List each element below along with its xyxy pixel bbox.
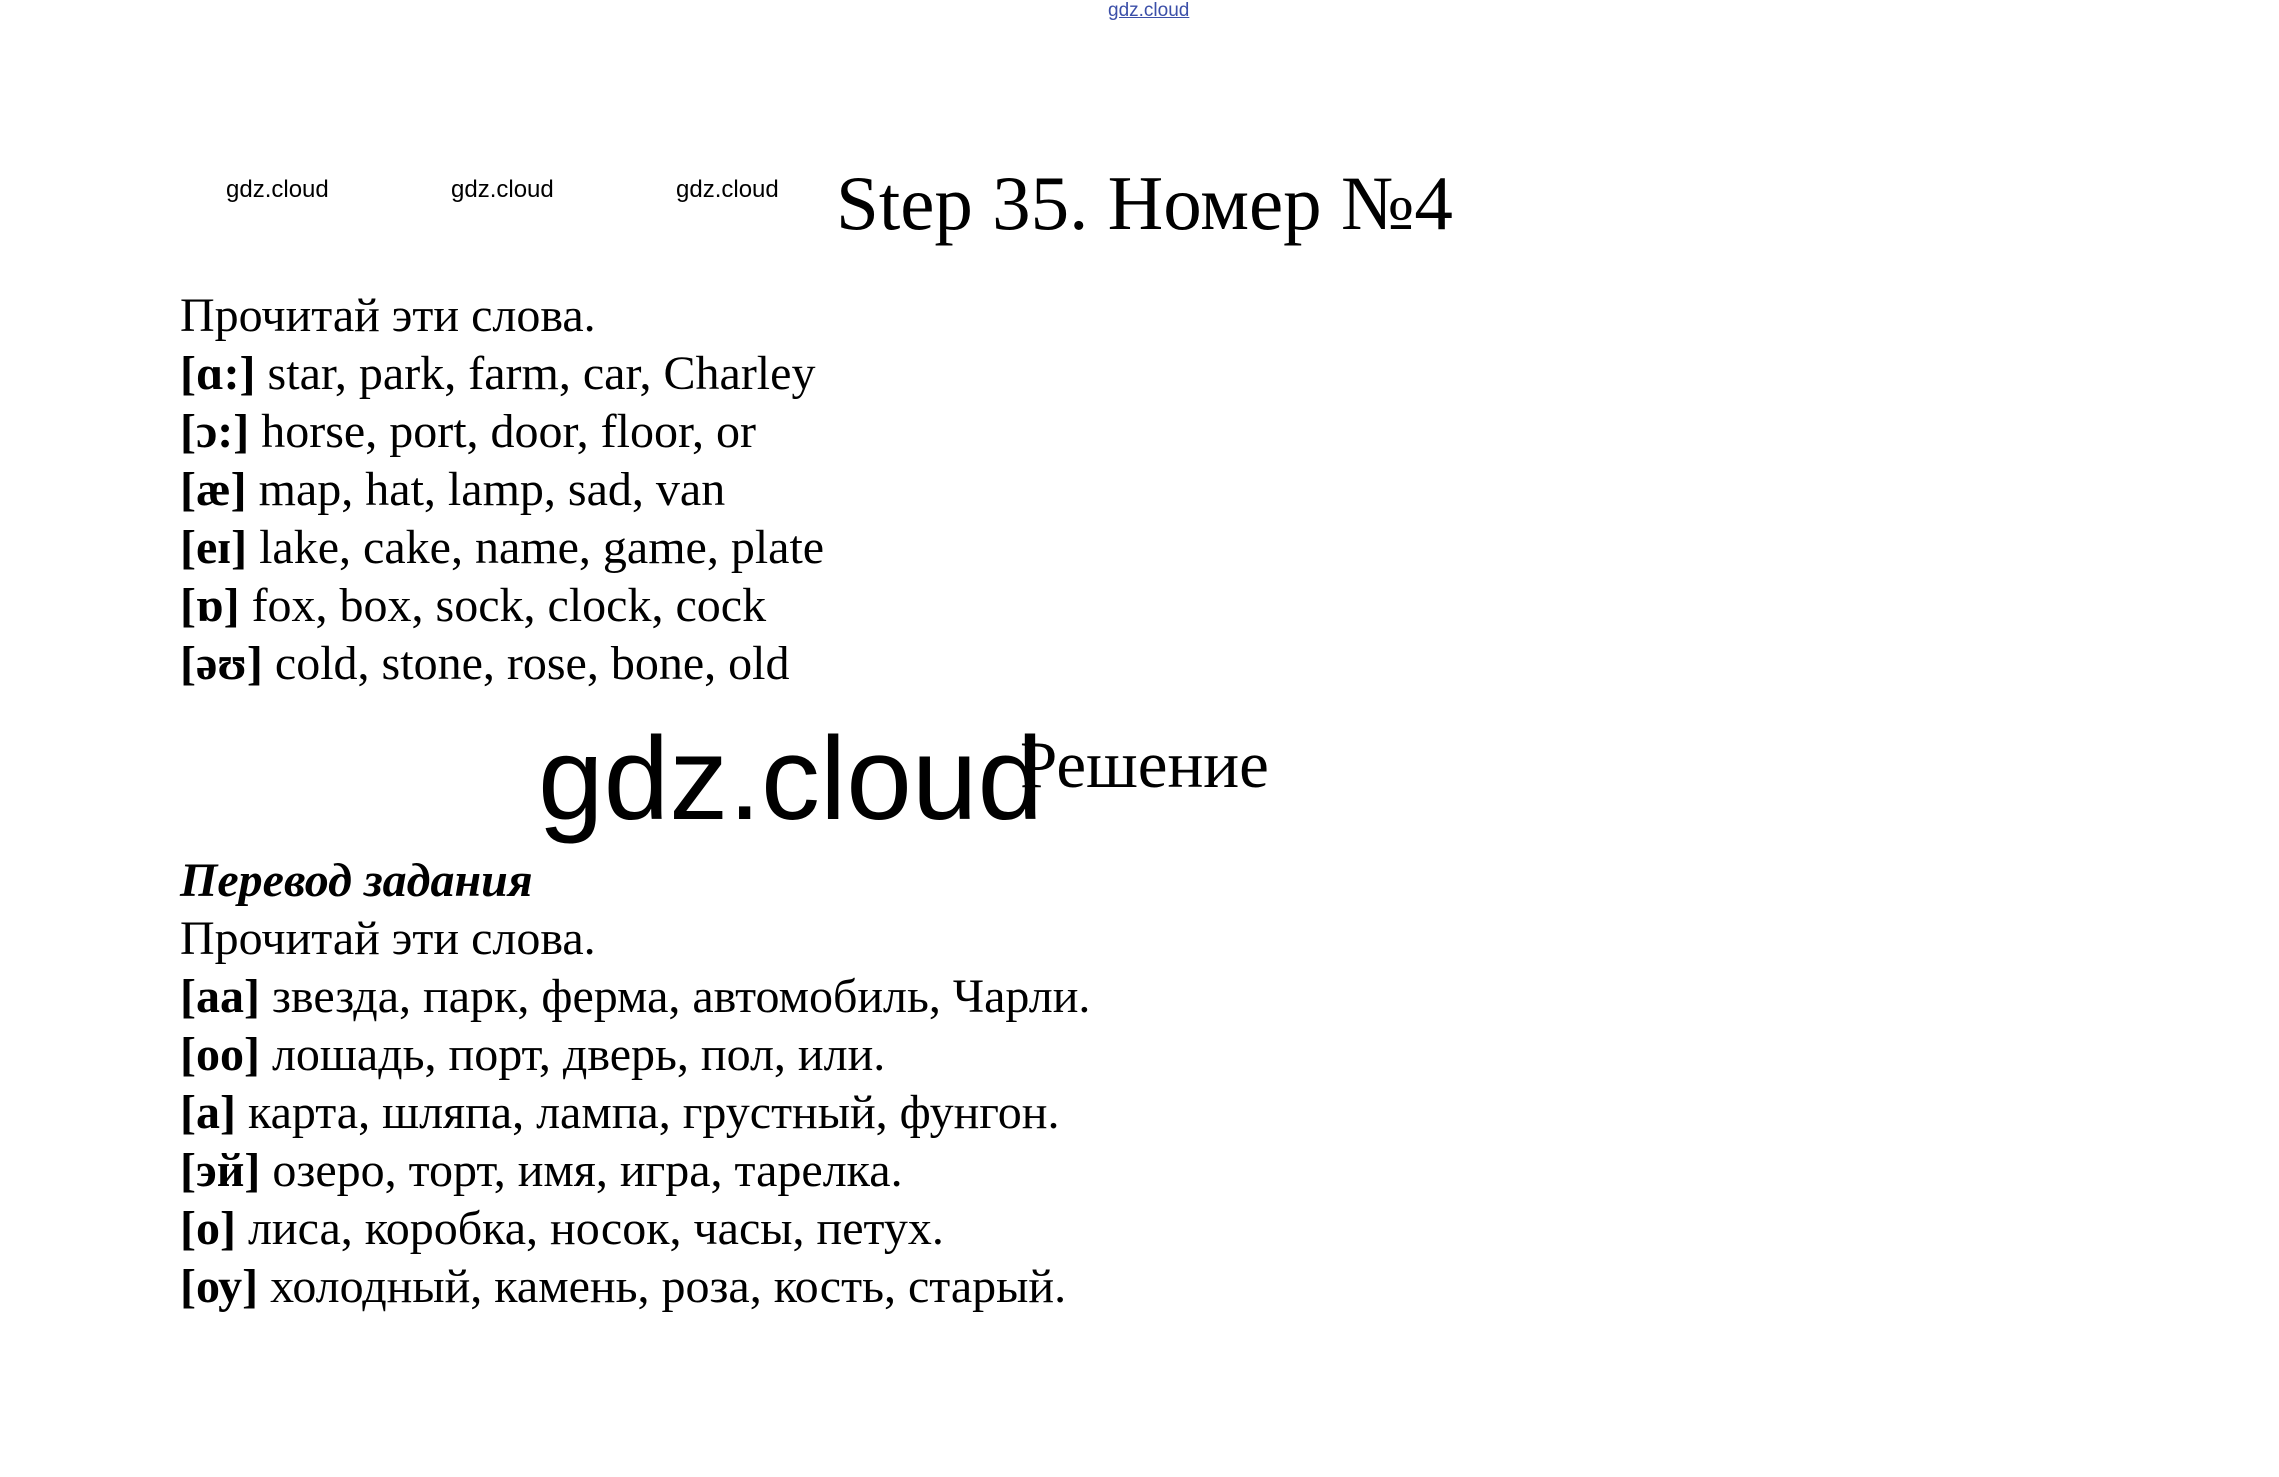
word-list: лошадь, порт, дверь, пол, или. xyxy=(259,1028,886,1081)
translation-line xyxy=(180,968,1090,1026)
task-block xyxy=(180,287,824,693)
sound-symbol: [ɒ] xyxy=(180,579,240,632)
task-line xyxy=(180,635,824,693)
word-list: map, hat, lamp, sad, van xyxy=(246,463,726,516)
translation-heading: Перевод задания xyxy=(180,854,533,907)
task-line xyxy=(180,519,824,577)
sound-symbol: [а] xyxy=(180,1086,236,1139)
big-watermark: gdz.cloud xyxy=(538,713,1044,845)
word-list: звезда, парк, ферма, автомобиль, Чарли. xyxy=(259,970,1091,1023)
translation-instruction: Прочитай эти слова. xyxy=(180,912,596,965)
sound-symbol: [æ] xyxy=(180,463,247,516)
sound-symbol: [əʊ] xyxy=(180,637,263,690)
task-line xyxy=(180,345,824,403)
word-list: star, park, farm, car, Charley xyxy=(255,347,816,400)
word-list: озеро, торт, имя, игра, тарелка. xyxy=(260,1144,903,1197)
sound-symbol: [eɪ] xyxy=(180,521,248,574)
sound-symbol: [аа] xyxy=(180,970,260,1023)
task-line xyxy=(180,403,824,461)
task-instruction: Прочитай эти слова. xyxy=(180,289,596,342)
watermark-1: gdz.cloud xyxy=(226,176,329,203)
word-list: лиса, коробка, носок, часы, петух. xyxy=(235,1202,944,1255)
word-list: cold, stone, rose, bone, old xyxy=(262,637,790,690)
word-list: horse, port, door, floor, or xyxy=(249,405,756,458)
translation-line xyxy=(180,1142,1090,1200)
word-list: холодный, камень, роза, кость, старый. xyxy=(258,1260,1067,1313)
sound-symbol: [эй] xyxy=(180,1144,261,1197)
sound-symbol: [о] xyxy=(180,1202,236,1255)
word-list: fox, box, sock, clock, cock xyxy=(239,579,767,632)
translation-line xyxy=(180,1200,1090,1258)
translation-line xyxy=(180,1026,1090,1084)
watermark-2: gdz.cloud xyxy=(451,176,554,203)
translation-line xyxy=(180,1084,1090,1142)
solution-label: Решение xyxy=(1020,728,1269,802)
translation-block xyxy=(180,852,1090,1316)
sound-symbol: [оу] xyxy=(180,1260,259,1313)
task-line xyxy=(180,461,824,519)
watermark-3: gdz.cloud xyxy=(676,176,779,203)
header-link[interactable]: gdz.cloud xyxy=(1108,0,1190,21)
task-line xyxy=(180,577,824,635)
sound-symbol: [оо] xyxy=(180,1028,260,1081)
translation-line xyxy=(180,1258,1090,1316)
word-list: lake, cake, name, game, plate xyxy=(247,521,825,574)
sound-symbol: [ɑ:] xyxy=(180,347,256,400)
page-title: Step 35. Номер №4 xyxy=(836,160,1453,246)
sound-symbol: [ɔ:] xyxy=(180,405,250,458)
word-list: карта, шляпа, лампа, грустный, фунгон. xyxy=(235,1086,1060,1139)
